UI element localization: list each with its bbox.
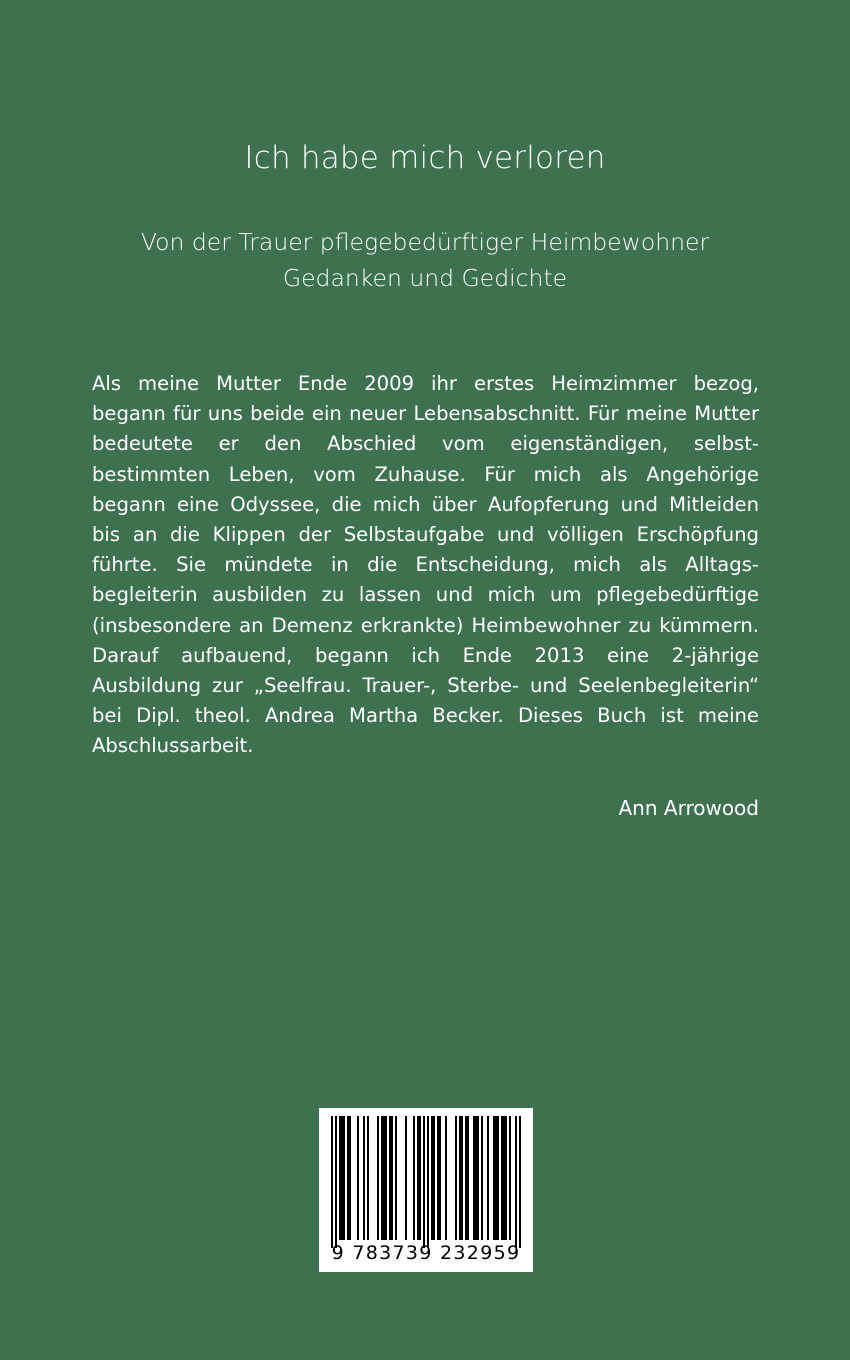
barcode-bar xyxy=(467,1116,469,1240)
author-name: Ann Arrowood xyxy=(618,796,759,820)
blurb-line: bis an die Klippen der Selbstaufgabe und völligen Erschöpfung xyxy=(92,523,759,547)
barcode-bar xyxy=(501,1116,503,1240)
blurb-line: bestimmten Leben, vom Zuhause. Für mich als Angehörige xyxy=(92,462,759,486)
barcode-bar xyxy=(495,1116,497,1240)
barcode-bar xyxy=(437,1116,439,1240)
barcode-bar xyxy=(377,1116,379,1240)
barcode-bar xyxy=(335,1116,337,1248)
blurb-line: Abschlussarbeit. xyxy=(92,734,254,758)
barcode-bar xyxy=(381,1116,383,1240)
isbn-barcode xyxy=(319,1108,533,1272)
blurb-line: Ausbildung zur „Seelfrau. Trauer-, Sterbe- und Seelenbegleiterin“ xyxy=(92,674,759,698)
book-subtitle-line-1: Von der Trauer pflegebedürftiger Heimbewohner xyxy=(140,228,710,256)
barcode-bar xyxy=(461,1116,463,1240)
barcode-bar xyxy=(515,1116,517,1248)
barcode-bar xyxy=(331,1116,333,1248)
barcode-bar xyxy=(439,1116,441,1240)
barcode-bar xyxy=(445,1116,447,1240)
barcode-bar xyxy=(505,1116,507,1240)
blurb-line: begann eine Odyssee, die mich über Aufopferung und Mitleiden xyxy=(92,492,759,516)
blurb-line: Als meine Mutter Ende 2009 ihr erstes Heimzimmer bezog, xyxy=(92,372,759,395)
barcode-bar xyxy=(481,1116,483,1240)
book-subtitle-line-2: Gedanken und Gedichte xyxy=(282,264,568,292)
barcode-bar xyxy=(503,1116,505,1240)
blurb-line: führte. Sie mündete in die Entscheidung, mich als Alltags- xyxy=(92,553,759,577)
barcode-bar xyxy=(347,1116,349,1240)
blurb-text xyxy=(92,369,759,762)
barcode-bar xyxy=(343,1116,345,1240)
barcode-bar xyxy=(459,1116,461,1240)
barcode-bar xyxy=(395,1116,397,1240)
blurb-line: (insbesondere an Demenz erkrankte) Heimbewohner zu kümmern. xyxy=(92,613,759,637)
barcode-bar xyxy=(497,1116,499,1240)
barcode-bar xyxy=(423,1116,425,1248)
blurb-line: begann für uns beide ein neuer Lebensabschnitt. Für meine Mutter xyxy=(92,402,759,426)
blurb-line: bedeutete er den Abschied vom eigenständigen, selbst- xyxy=(92,432,759,456)
blurb-line: Darauf aufbauend, begann ich Ende 2013 eine 2-jährige xyxy=(92,643,759,667)
barcode-bar xyxy=(487,1116,489,1240)
barcode-bar xyxy=(455,1116,457,1240)
barcode-bar xyxy=(465,1116,467,1240)
barcode-bar xyxy=(419,1116,421,1240)
barcode-bar xyxy=(383,1116,385,1240)
barcode-bar xyxy=(363,1116,365,1240)
isbn-number: 9 783739 232959 xyxy=(331,1242,521,1264)
barcode-bar xyxy=(475,1116,477,1240)
barcode-bar xyxy=(367,1116,369,1240)
barcode-bar xyxy=(413,1116,415,1240)
barcode-bar xyxy=(433,1116,435,1240)
barcode-bar xyxy=(519,1116,521,1248)
barcode-bar xyxy=(405,1116,407,1240)
barcode-bar xyxy=(431,1116,433,1240)
barcode-bar xyxy=(477,1116,479,1240)
barcode-bar xyxy=(509,1116,511,1240)
barcode-bar xyxy=(417,1116,419,1240)
barcode-bar xyxy=(349,1116,351,1240)
book-title: Ich habe mich verloren xyxy=(244,140,606,176)
barcode-bar xyxy=(391,1116,393,1240)
barcode-bar xyxy=(427,1116,429,1248)
barcode-bar xyxy=(357,1116,359,1240)
barcode-bar xyxy=(385,1116,387,1240)
barcode-bar xyxy=(473,1116,475,1240)
blurb-line: bei Dipl. theol. Andrea Martha Becker. Dieses Buch ist meine xyxy=(92,704,759,728)
barcode-bar xyxy=(341,1116,343,1240)
barcode-bar xyxy=(389,1116,391,1240)
blurb-line: begleiterin ausbilden zu lassen und mich um pflegebedürftige xyxy=(92,583,759,607)
barcode-bar xyxy=(493,1116,495,1240)
barcode-bar xyxy=(339,1116,341,1240)
